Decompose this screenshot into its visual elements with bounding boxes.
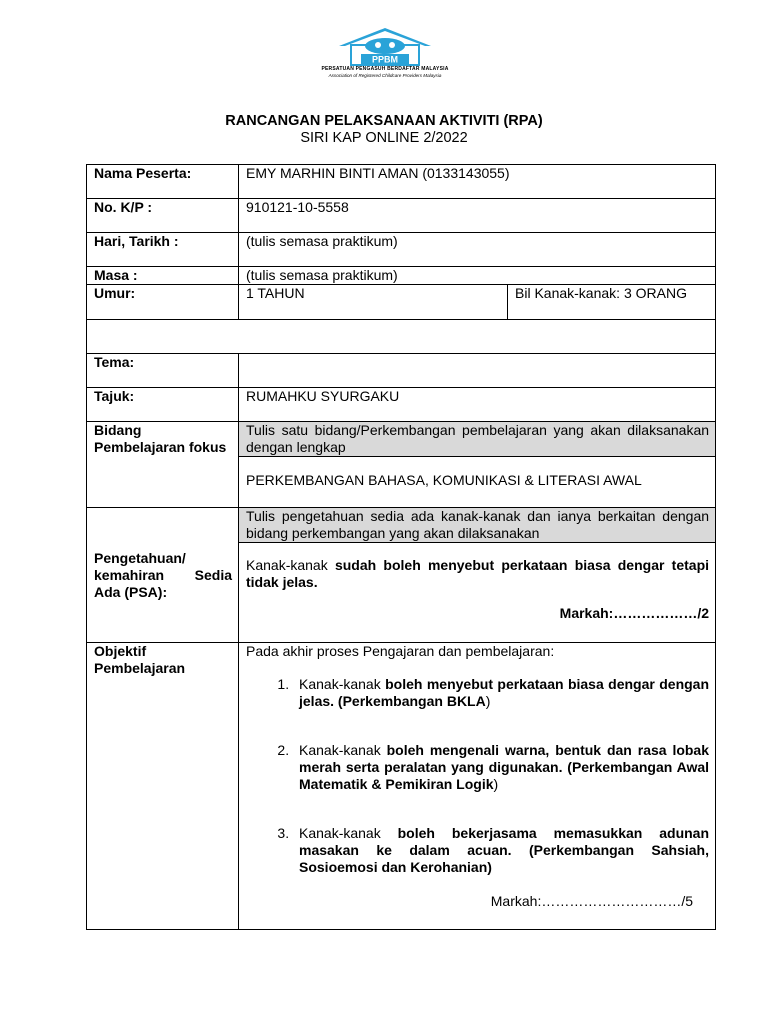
nama-peserta-label: Nama Peserta: xyxy=(87,165,239,199)
masa-label: Masa : xyxy=(87,267,239,285)
masa-value: (tulis semasa praktikum) xyxy=(239,267,716,285)
umur-value: 1 TAHUN xyxy=(239,285,508,320)
umur-label: Umur: xyxy=(87,285,239,320)
tema-value xyxy=(239,354,716,388)
document-title: RANCANGAN PELAKSANAAN AKTIVITI (RPA) xyxy=(225,113,543,129)
objektif-item-bold: boleh bekerjasama memasukkan adunan masakan ke dalam acuan. (Perkembangan Sahsiah, Sosioemosi dan Kerohanian) xyxy=(299,825,710,875)
tajuk-label: Tajuk: xyxy=(87,388,239,422)
objektif-item-text: Kanak-kanak xyxy=(299,676,386,692)
hari-tarikh-value: (tulis semasa praktikum) xyxy=(239,233,716,267)
bil-kanak-kanak: Bil Kanak-kanak: 3 ORANG xyxy=(508,285,716,320)
logo-text: PPBM xyxy=(371,54,399,65)
blank-cell xyxy=(87,320,716,354)
objektif-item-text: Kanak-kanak xyxy=(299,825,398,841)
row-bidang xyxy=(87,422,716,508)
psa-instruction: Tulis pengetahuan sedia ada kanak-kanak dan ianya berkaitan dengan bidang perkembangan yang akan dilaksanakan xyxy=(239,508,715,543)
row-blank xyxy=(87,320,716,354)
objektif-item-tail: ) xyxy=(485,693,491,709)
nama-peserta-value: EMY MARHIN BINTI AMAN (0133143055) xyxy=(239,165,716,199)
ppbm-logo xyxy=(305,26,465,84)
psa-text-normal: Kanak-kanak xyxy=(246,557,335,573)
objektif-item-bold: boleh menyebut perkataan biasa dengar dengan jelas. (Perkembangan BKLA xyxy=(299,676,710,709)
row-objektif xyxy=(87,643,716,930)
no-kp-label: No. K/P : xyxy=(87,199,239,233)
psa-text-bold: sudah boleh menyebut perkataan biasa dengar tetapi tidak jelas. xyxy=(246,557,710,590)
bidang-cell xyxy=(239,422,716,508)
bidang-value: PERKEMBANGAN BAHASA, KOMUNIKASI & LITERASI AWAL xyxy=(246,472,642,488)
logo-caption-english: Association of Registered Childcare Providers Malaysia xyxy=(328,73,442,78)
bidang-label: Bidang Pembelajaran fokus xyxy=(87,422,239,508)
psa-cell xyxy=(239,508,716,643)
row-umur xyxy=(87,285,716,320)
psa-label: Pengetahuan/ kemahiran Sedia Ada (PSA): xyxy=(87,508,239,643)
psa-text xyxy=(239,543,715,591)
row-no-kp xyxy=(87,199,716,233)
tajuk-value: RUMAHKU SYURGAKU xyxy=(239,388,716,422)
tema-label: Tema: xyxy=(87,354,239,388)
objektif-cell xyxy=(239,643,716,930)
objektif-list xyxy=(246,676,709,876)
objektif-item-tail: ) xyxy=(493,776,499,792)
document-subtitle: SIRI KAP ONLINE 2/2022 xyxy=(300,130,468,146)
objektif-label: Objektif Pembelajaran xyxy=(87,643,239,930)
row-nama-peserta xyxy=(87,165,716,199)
house-logo-icon xyxy=(335,26,435,66)
objektif-markah: Markah:…………………………/5 xyxy=(490,893,694,909)
psa-markah: Markah:………………/2 xyxy=(559,605,710,621)
row-hari-tarikh xyxy=(87,233,716,267)
objektif-item xyxy=(293,676,709,710)
no-kp-value: 910121-10-5558 xyxy=(239,199,716,233)
row-tajuk xyxy=(87,388,716,422)
objektif-item-bold: boleh mengenali warna, bentuk dan rasa lobak merah serta peralatan yang digunakan. (Perkembangan Awal Matematik & Pemikiran Logik xyxy=(299,742,710,792)
objektif-item-text: Kanak-kanak xyxy=(299,742,387,758)
logo-caption-malay: PERSATUAN PENGASUH BERDAFTAR MALAYSIA xyxy=(321,66,449,72)
row-tema xyxy=(87,354,716,388)
objektif-intro: Pada akhir proses Pengajaran dan pembelajaran: xyxy=(246,643,555,659)
hari-tarikh-label: Hari, Tarikh : xyxy=(87,233,239,267)
bidang-instruction: Tulis satu bidang/Perkembangan pembelajaran yang akan dilaksanakan dengan lengkap xyxy=(239,422,715,457)
row-psa xyxy=(87,508,716,643)
row-masa xyxy=(87,267,716,285)
objektif-item xyxy=(293,742,709,793)
objektif-item xyxy=(293,825,709,876)
rpa-form-table xyxy=(86,164,716,930)
